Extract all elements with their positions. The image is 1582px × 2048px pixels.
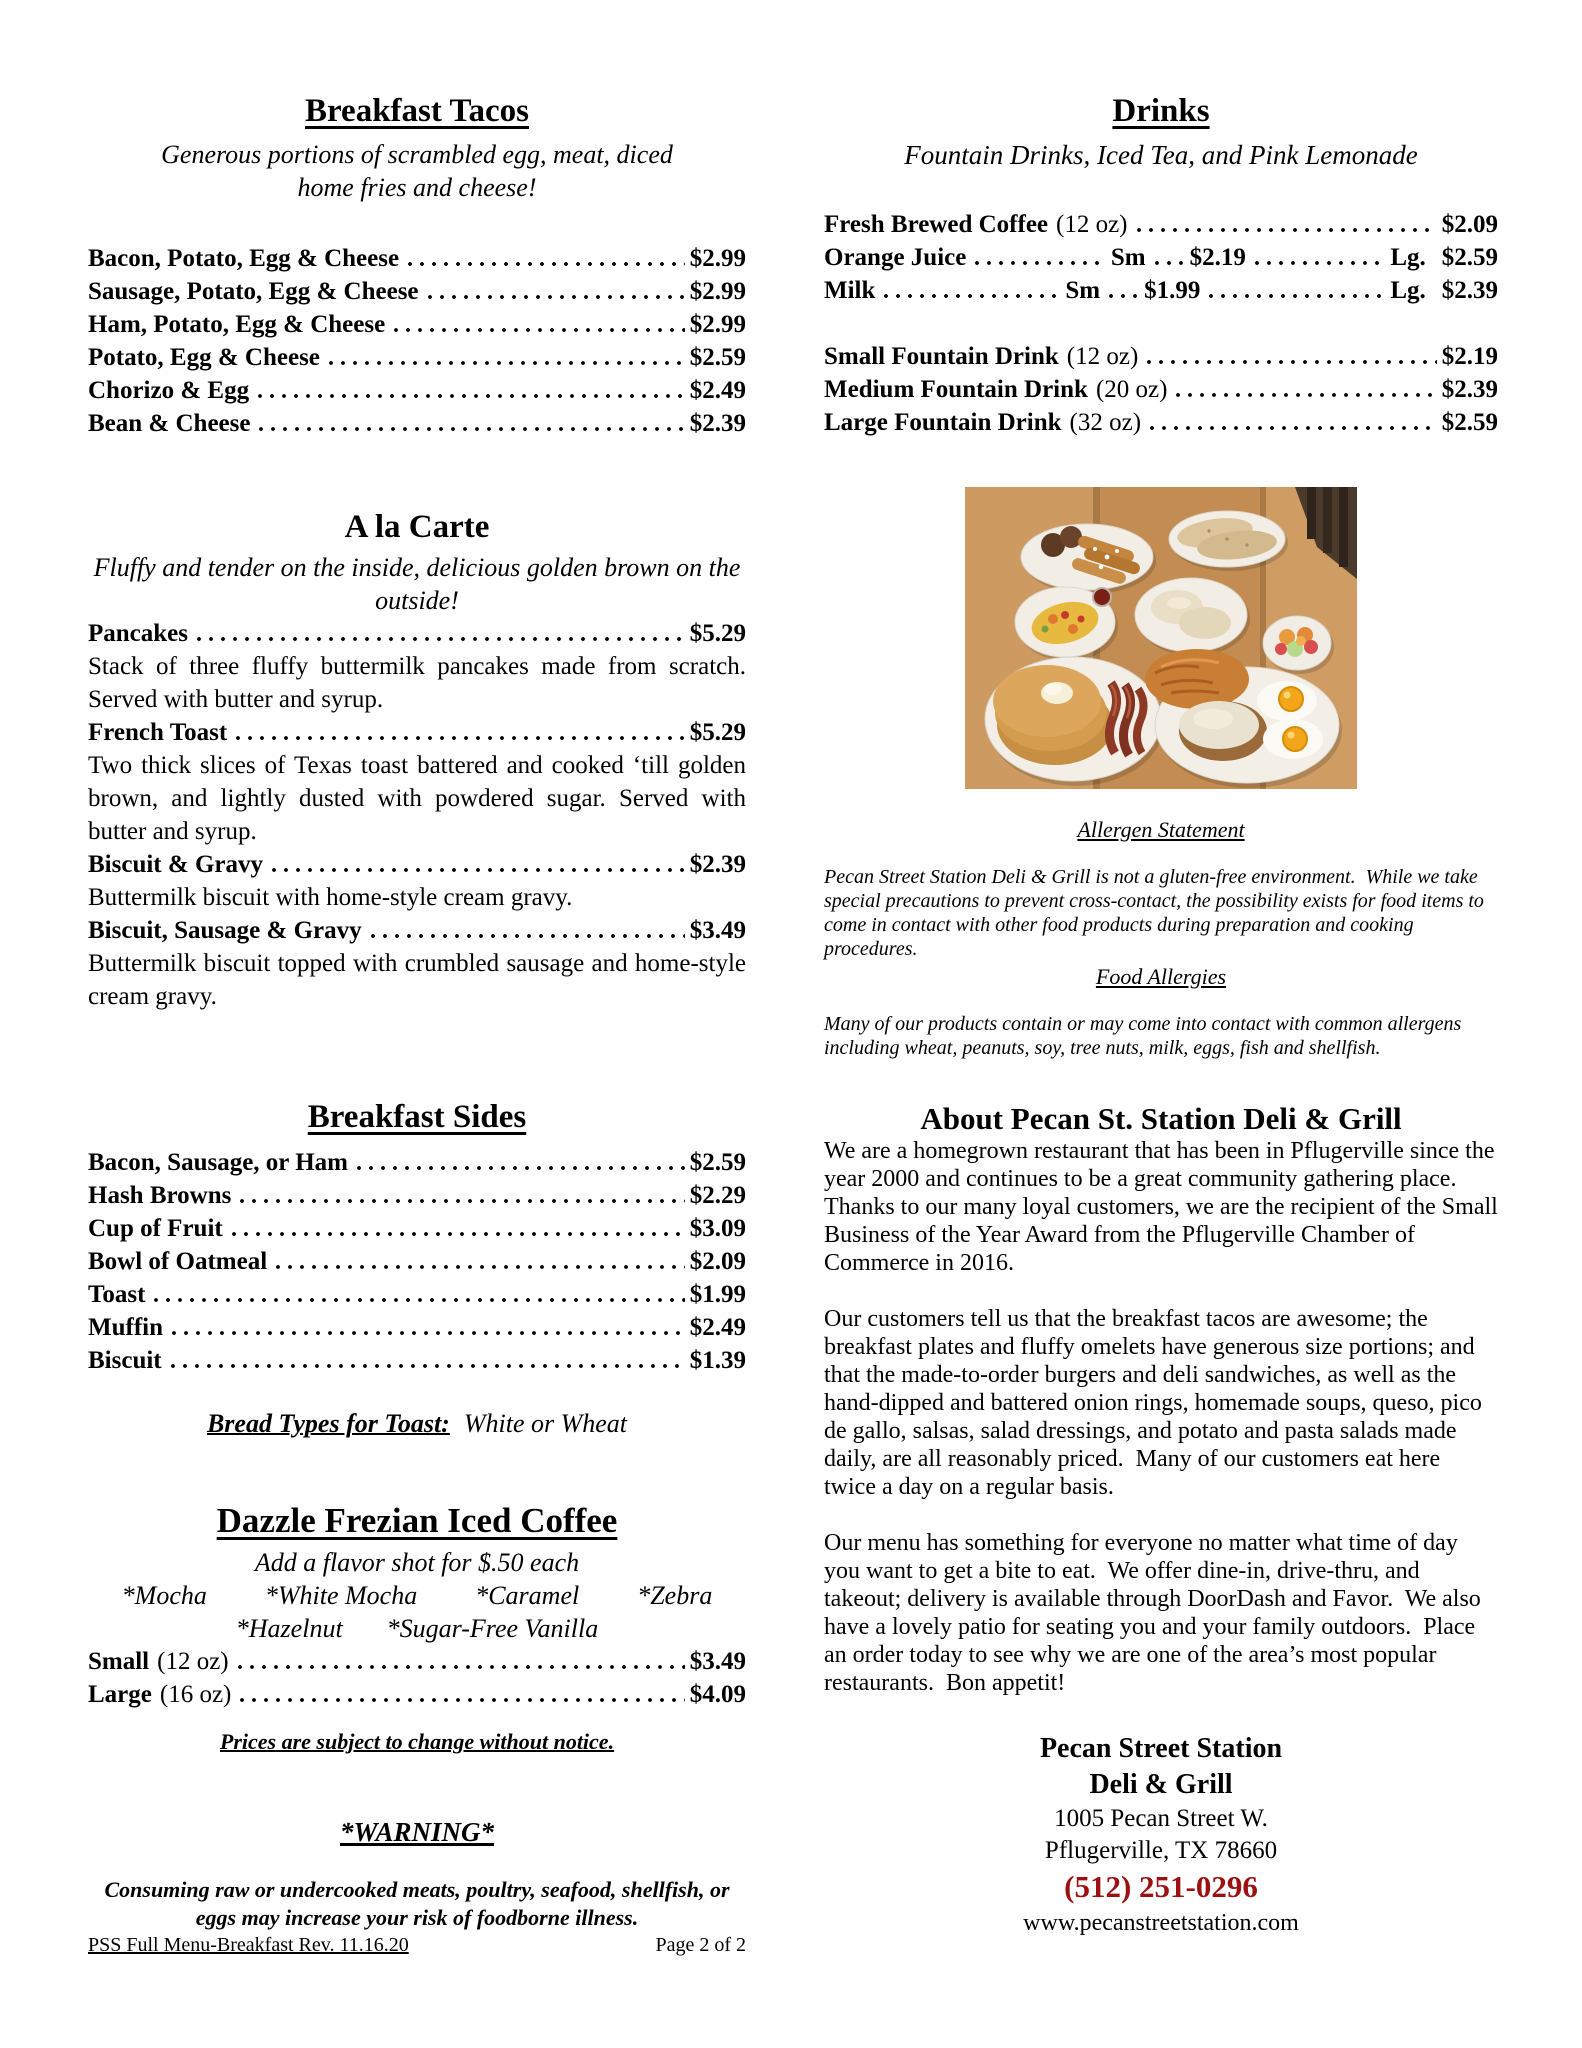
dot-leader — [255, 407, 684, 440]
item-price: $3.49 — [689, 1647, 746, 1675]
page-footer — [88, 1933, 746, 1957]
item-price: $2.49 — [689, 376, 746, 404]
item-price: $2.59 — [689, 343, 746, 371]
drinks-subtitle: Fountain Drinks, Iced Tea, and Pink Lemonade — [904, 139, 1418, 170]
iced-coffee-subtitle: Add a flavor shot for $.50 each — [254, 1547, 580, 1577]
item-name: French Toast — [88, 719, 228, 747]
menu-item-row-two-sizes — [824, 274, 1498, 307]
item-name: Biscuit — [88, 1346, 162, 1374]
large-size-label: Lg. — [1390, 243, 1426, 271]
item-price: $5.29 — [689, 620, 746, 648]
item-price: $2.39 — [689, 851, 746, 879]
dot-leader — [167, 1344, 685, 1377]
website-url: www.pecanstreetstation.com — [1023, 1910, 1299, 1937]
item-name: Biscuit, Sausage & Gravy — [88, 917, 362, 945]
menu-item-row — [88, 1311, 746, 1344]
item-name: Sausage, Potato, Egg & Cheese — [88, 277, 419, 305]
item-name: Toast — [88, 1280, 146, 1308]
item-price: $4.09 — [689, 1680, 746, 1708]
item-name: Cup of Fruit — [88, 1214, 223, 1242]
menu-item-row-two-sizes — [824, 241, 1498, 274]
item-name: Milk — [824, 276, 876, 304]
dot-leader — [236, 1678, 684, 1711]
item-unit: (12 oz) — [1066, 342, 1139, 370]
dot-leader — [1143, 340, 1436, 373]
menu-item-row — [824, 406, 1498, 439]
item-name: Bacon, Potato, Egg & Cheese — [88, 244, 400, 272]
item-name: Medium Fountain Drink — [824, 375, 1088, 403]
menu-item-row — [88, 242, 746, 275]
item-name: Fresh Brewed Coffee — [824, 210, 1049, 238]
item-unit: (32 oz) — [1069, 408, 1142, 436]
item-price: $2.39 — [1441, 375, 1498, 403]
item-unit: (12 oz) — [1056, 210, 1128, 238]
menu-item-row — [88, 1678, 746, 1711]
menu-item-row — [88, 1212, 746, 1245]
menu-item-row — [824, 373, 1498, 406]
dot-leader — [1205, 274, 1385, 307]
item-name: Ham, Potato, Egg & Cheese — [88, 310, 386, 338]
dot-leader — [1105, 274, 1139, 307]
dot-leader — [1146, 406, 1437, 439]
dot-leader — [254, 374, 685, 407]
item-name: Potato, Egg & Cheese — [88, 343, 320, 371]
a-la-carte-title: A la Carte — [344, 508, 490, 545]
menu-item-row — [88, 341, 746, 374]
dot-leader — [272, 1245, 685, 1278]
warning-text: Consuming raw or undercooked meats, poultry, seafood, shellfish, or eggs may increase your risk of foodborne illness. — [104, 1876, 730, 1930]
restaurant-name-line1: Pecan Street Station — [1039, 1733, 1283, 1765]
dot-leader — [228, 1212, 685, 1245]
street-address: 1005 Pecan Street W. — [1054, 1805, 1268, 1833]
breakfast-sides-list — [88, 1146, 746, 1377]
menu-item-row — [88, 1278, 746, 1311]
item-price: $2.59 — [1441, 408, 1498, 436]
breakfast-sides-title: Breakfast Sides — [307, 1099, 527, 1136]
page-number: Page 2 of 2 — [655, 1934, 746, 1956]
menu-item-row — [88, 617, 746, 650]
dot-leader — [150, 1278, 684, 1311]
allergen-statement-title: Allergen Statement — [1077, 816, 1245, 842]
dot-leader — [236, 1179, 684, 1212]
a-la-carte-item — [88, 848, 746, 914]
fountain-drinks-list — [824, 340, 1498, 439]
item-price: $2.99 — [689, 277, 746, 305]
dot-leader — [1172, 373, 1436, 406]
item-name: Large Fountain Drink — [824, 408, 1062, 436]
breakfast-tacos-list — [88, 242, 746, 440]
dot-leader — [1151, 241, 1185, 274]
item-name: Bacon, Sausage, or Ham — [88, 1148, 348, 1176]
price-change-notice: Prices are subject to change without notice. — [219, 1728, 615, 1754]
item-name: Biscuit & Gravy — [88, 851, 263, 879]
item-name: Bowl of Oatmeal — [88, 1247, 268, 1275]
small-size-label: Sm — [1110, 243, 1146, 271]
item-unit: (20 oz) — [1095, 375, 1168, 403]
dot-leader — [325, 341, 685, 374]
drinks-list — [824, 208, 1498, 307]
flavor-row-2 — [88, 1612, 746, 1645]
dot-leader — [367, 914, 685, 947]
large-size-label: Lg. — [1390, 276, 1426, 304]
item-price: $1.99 — [689, 1280, 746, 1308]
flavor-option: *Mocha — [121, 1580, 207, 1610]
item-price: $3.49 — [689, 917, 746, 945]
coffee-rows — [824, 208, 1498, 241]
item-price: $2.99 — [689, 244, 746, 272]
large-size-price: $2.39 — [1441, 276, 1499, 304]
dot-leader — [404, 242, 685, 275]
item-price: $2.09 — [689, 1247, 746, 1275]
item-unit: (12 oz) — [157, 1647, 229, 1675]
dot-leader — [193, 617, 685, 650]
about-paragraph-3: Our menu has something for everyone no matter what time of day you want to get a bite to eat. We offer dine-in, drive-thru, and takeout; delivery is available through DoorDash and Favor. We also have a lovely patio for seating you and your family outdoors. Place an order today to see why we are one of the area’s most popular restaurants. Bon appetit! — [824, 1530, 1487, 1697]
flavor-row-1 — [88, 1579, 746, 1612]
menu-item-row — [88, 1645, 746, 1678]
menu-item-row — [88, 848, 746, 881]
item-name: Large — [88, 1680, 152, 1708]
item-price: $2.49 — [689, 1313, 746, 1341]
small-size-label: Sm — [1065, 276, 1101, 304]
restaurant-name-line2: Deli & Grill — [1089, 1769, 1233, 1801]
small-size-price: $2.19 — [1189, 243, 1246, 271]
item-name: Chorizo & Egg — [88, 376, 250, 404]
item-description: Stack of three fluffy buttermilk pancakes made from scratch. Served with butter and syrup. — [88, 653, 759, 714]
breakfast-food-photo — [965, 487, 1357, 789]
item-description: Buttermilk biscuit with home-style cream gravy. — [88, 884, 573, 912]
dot-leader — [1133, 208, 1437, 241]
phone-number: (512) 251-0296 — [1064, 1869, 1258, 1905]
menu-item-row — [88, 374, 746, 407]
flavor-option: *White Mocha — [264, 1580, 418, 1610]
item-name: Muffin — [88, 1313, 163, 1341]
menu-item-row — [88, 1344, 746, 1377]
iced-coffee-sizes — [88, 1645, 746, 1711]
bread-types-label: Bread Types for Toast: — [206, 1408, 450, 1438]
document-revision-label: PSS Full Menu-Breakfast Rev. 11.16.20 — [88, 1934, 409, 1956]
a-la-carte-subtitle: Fluffy and tender on the inside, delicious golden brown on the outside! — [93, 553, 741, 616]
flavor-option: *Zebra — [637, 1580, 713, 1610]
bread-types-value: White or Wheat — [463, 1408, 628, 1438]
a-la-carte-list — [88, 617, 759, 1013]
dot-leader — [268, 848, 685, 881]
item-price: $5.29 — [689, 719, 746, 747]
drinks-title: Drinks — [1112, 93, 1210, 129]
dot-leader — [390, 308, 685, 341]
item-name: Small — [88, 1647, 150, 1675]
allergen-statement-text: Pecan Street Station Deli & Grill is not a gluten-free environment. While we take special precautions to prevent cross-contact, the possibility exists for food items to come in contact with other food products during preparation and cooking procedures. — [824, 865, 1489, 960]
menu-item-row — [824, 208, 1498, 241]
large-size-price: $2.59 — [1441, 243, 1499, 271]
breakfast-tacos-subtitle: Generous portions of scrambled egg, meat, diced home fries and cheese! — [161, 139, 673, 202]
menu-item-row — [88, 914, 746, 947]
item-price: $3.09 — [689, 1214, 746, 1242]
item-price: $2.59 — [689, 1148, 746, 1176]
menu-item-row — [88, 1179, 746, 1212]
a-la-carte-item — [88, 716, 753, 848]
iced-coffee-title: Dazzle Frezian Iced Coffee — [216, 1500, 618, 1540]
right-column — [824, 92, 1504, 1939]
menu-item-row — [88, 1146, 746, 1179]
about-paragraph-1: We are a homegrown restaurant that has been in Pflugerville since the year 2000 and continues to be a great community gathering place. Thanks to our many loyal customers, we are the recipient of the Small Business of the Year Award from the Pflugerville Chamber of Commerce in 2016. — [824, 1138, 1504, 1277]
left-column — [88, 92, 759, 1939]
dot-leader — [232, 716, 685, 749]
contact-block — [824, 1731, 1498, 1939]
dot-leader — [424, 275, 685, 308]
item-name: Orange Juice — [824, 243, 967, 271]
item-name: Bean & Cheese — [88, 409, 251, 437]
food-allergies-text: Many of our products contain or may come into contact with common allergens including wheat, peanuts, soy, tree nuts, milk, eggs, fish and shellfish. — [824, 1012, 1467, 1059]
item-price: $2.99 — [689, 310, 746, 338]
about-paragraph-2: Our customers tell us that the breakfast tacos are awesome; the breakfast plates and fluffy omelets have generous size portions; and that the made-to-order burgers and deli sandwiches, as well as the hand-dipped and battered onion rings, homemade soups, queso, pico de gallo, salsas, salad dressings, and potato and pasta salads made daily, are all reasonably priced. Many of our customers eat here twice a day on a regular basis. — [824, 1306, 1488, 1501]
dot-leader — [971, 241, 1106, 274]
flavor-option: *Hazelnut — [235, 1613, 343, 1643]
food-allergies-title: Food Allergies — [1095, 963, 1227, 989]
dot-leader — [168, 1311, 685, 1344]
menu-item-row — [88, 407, 746, 440]
menu-item-row — [88, 1245, 746, 1278]
a-la-carte-item — [88, 617, 759, 716]
dot-leader — [234, 1645, 685, 1678]
item-name: Hash Browns — [88, 1181, 232, 1209]
bread-types-line — [88, 1407, 746, 1440]
menu-item-row — [88, 275, 746, 308]
a-la-carte-item — [88, 914, 753, 1013]
menu-item-row — [88, 716, 746, 749]
item-unit: (16 oz) — [159, 1680, 232, 1708]
flavor-option: *Sugar-Free Vanilla — [386, 1613, 599, 1643]
dot-leader — [353, 1146, 685, 1179]
item-name: Small Fountain Drink — [824, 342, 1059, 370]
breakfast-tacos-title: Breakfast Tacos — [304, 93, 529, 129]
menu-item-row — [824, 340, 1498, 373]
menu-item-row — [88, 308, 746, 341]
flavor-option: *Caramel — [475, 1580, 580, 1610]
warning-title: *WARNING* — [339, 1816, 495, 1847]
item-price: $2.09 — [1441, 210, 1498, 238]
dot-leader — [880, 274, 1060, 307]
city-state-zip: Pflugerville, TX 78660 — [1044, 1837, 1278, 1865]
about-title: About Pecan St. Station Deli & Grill — [920, 1100, 1402, 1136]
item-price: $1.39 — [689, 1346, 746, 1374]
item-price: $2.19 — [1441, 342, 1498, 370]
item-name: Pancakes — [88, 620, 188, 648]
item-price: $2.39 — [689, 409, 746, 437]
item-description: Two thick slices of Texas toast battered and cooked ‘till golden brown, and lightly dusted with powdered sugar. Served with butter and syrup. — [88, 752, 753, 846]
photo-container — [824, 487, 1498, 789]
juice-milk-rows — [824, 241, 1498, 307]
item-price: $2.29 — [689, 1181, 746, 1209]
item-description: Buttermilk biscuit topped with crumbled sausage and home-style cream gravy. — [88, 950, 753, 1011]
dot-leader — [1251, 241, 1386, 274]
small-size-price: $1.99 — [1144, 276, 1201, 304]
